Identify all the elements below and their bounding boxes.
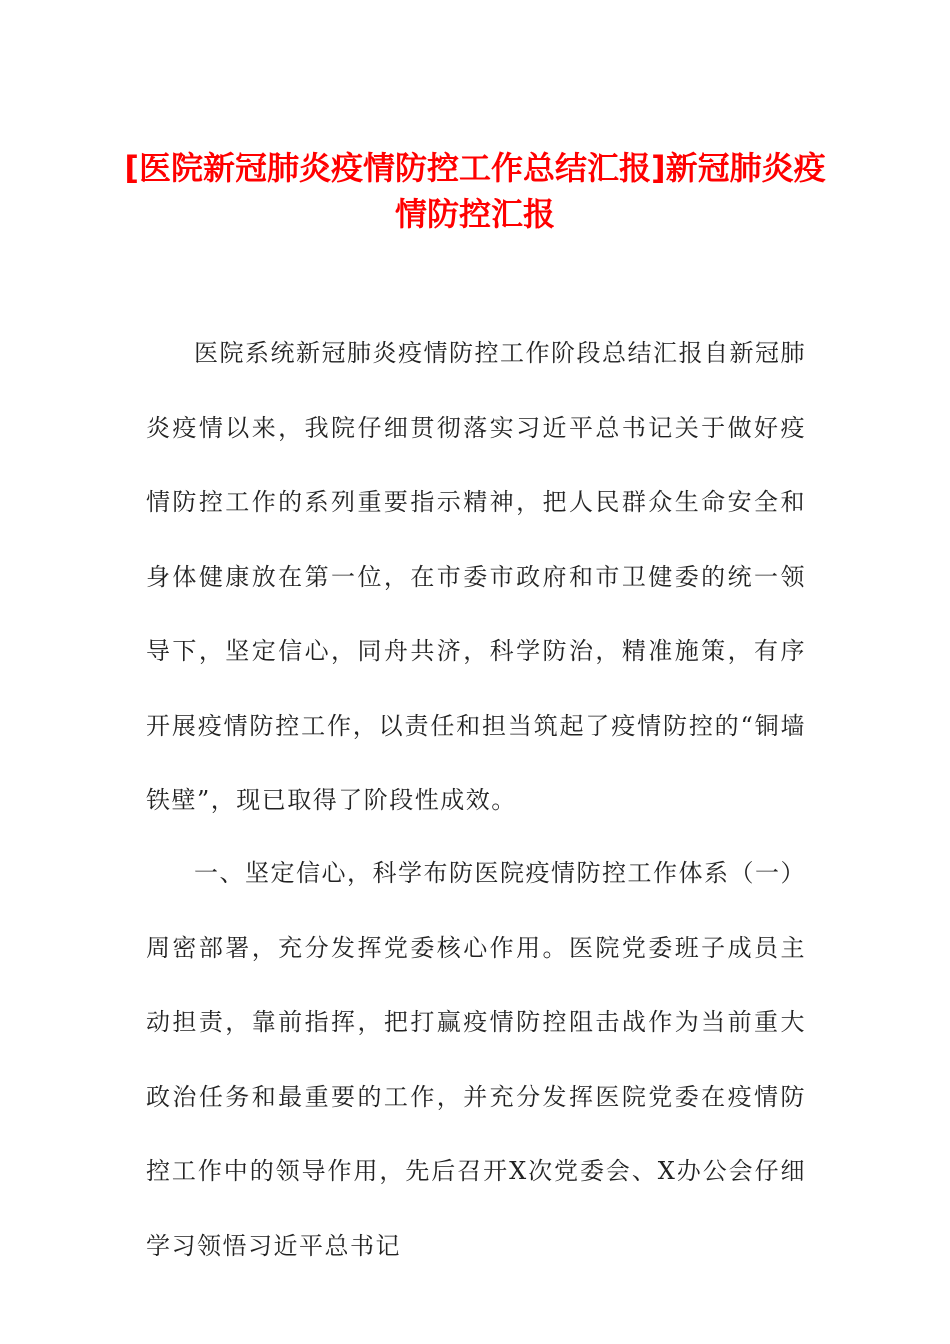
- paragraph-1: 医院系统新冠肺炎疫情防控工作阶段总结汇报自新冠肺炎疫情以来，我院仔细贯彻落实习近平总书记关于做好疫情防控工作的系列重要指示精神，把人民群众生命安全和身体健康放在第一位，在市委市政府和市卫健委的统一领导下，坚定信心，同舟共济，科学防治，精准施策，有序开展疫情防控工作，以责任和担当筑起了疫情防控的“铜墙铁壁”，现已取得了阶段性成效。: [146, 339, 806, 814]
- paragraph-2: 一、坚定信心，科学布防医院疫情防控工作体系（一）周密部署，充分发挥党委核心作用。医院党委班子成员主动担责，靠前指挥，把打赢疫情防控阻击战作为当前重大政治任务和最重要的工作，并充分发挥医院党委在疫情防控工作中的领导作用，先后召开X次党委会、X办公会仔细学习领悟习近平总书记: [146, 859, 806, 1260]
- document-title: [医院新冠肺炎疫情防控工作总结汇报]新冠肺炎疫情防控汇报: [124, 149, 826, 233]
